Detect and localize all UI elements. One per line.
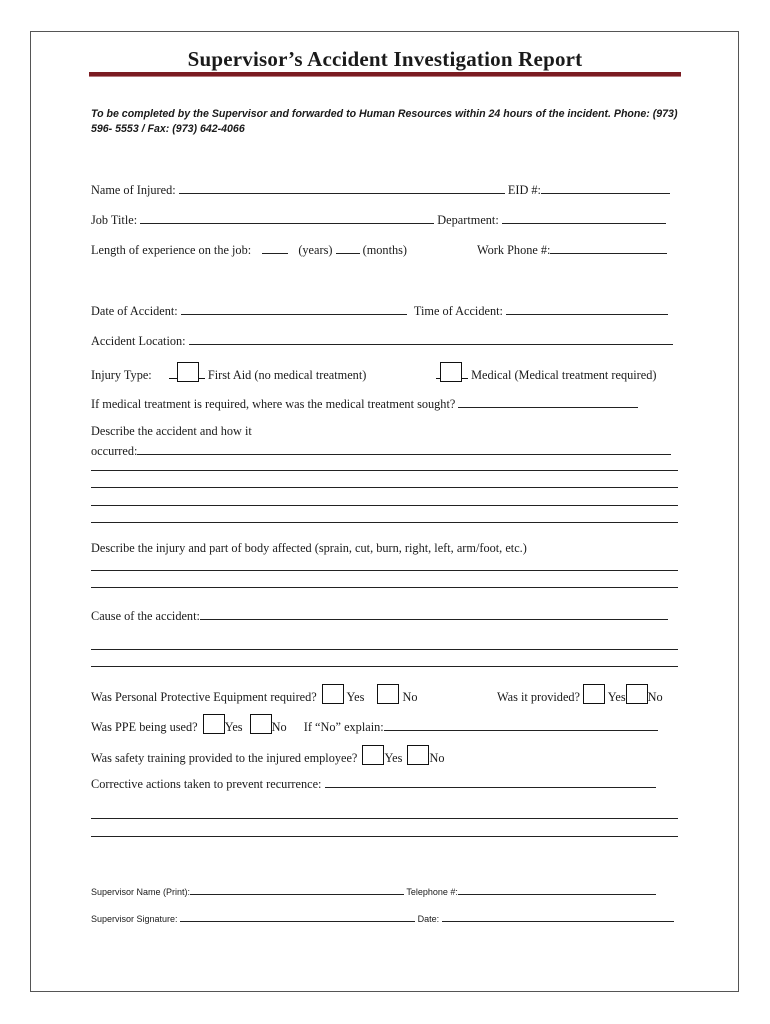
yes-label: Yes	[224, 720, 243, 734]
supervisor-name-field[interactable]	[190, 884, 404, 895]
date-label: Date:	[417, 914, 440, 924]
location-field[interactable]	[189, 332, 673, 345]
date-accident-label: Date of Accident:	[91, 304, 178, 318]
telephone-label: Telephone #:	[406, 887, 458, 897]
department-label: Department:	[437, 213, 499, 227]
medical-sought-field[interactable]	[458, 395, 638, 408]
ppe-used-label: Was PPE being used?	[91, 720, 198, 734]
ppe-provided-yes-checkbox[interactable]	[583, 684, 605, 704]
page-frame	[30, 31, 739, 992]
cause-row	[91, 607, 668, 624]
medical-checkbox[interactable]	[440, 362, 462, 382]
supervisor-signature-label: Supervisor Signature:	[91, 914, 178, 924]
location-row	[91, 332, 673, 349]
time-accident-field[interactable]	[506, 302, 668, 315]
occurred-row	[91, 442, 671, 459]
describe-accident-line[interactable]	[91, 505, 678, 506]
yes-label: Yes	[384, 751, 403, 765]
ppe-required-yes-checkbox[interactable]	[322, 684, 344, 704]
safety-training-yes-checkbox[interactable]	[362, 745, 384, 765]
safety-training-no-checkbox[interactable]	[407, 745, 429, 765]
safety-training-row	[91, 745, 444, 766]
ppe-required-row	[91, 684, 418, 705]
years-label: (years)	[298, 243, 333, 257]
corrective-line[interactable]	[91, 836, 678, 837]
first-aid-label: First Aid (no medical treatment)	[207, 368, 367, 382]
supervisor-signature-field[interactable]	[180, 911, 415, 922]
title-underline-shadow	[89, 76, 681, 77]
ppe-used-row	[91, 714, 658, 735]
name-field[interactable]	[179, 181, 505, 194]
years-field[interactable]	[262, 241, 288, 254]
supervisor-name-label: Supervisor Name (Print):	[91, 887, 191, 897]
occurred-field[interactable]	[137, 442, 671, 455]
occurred-label: occurred:	[91, 444, 138, 458]
if-no-explain-field[interactable]	[384, 718, 658, 731]
injury-type-label: Injury Type:	[91, 368, 152, 382]
ppe-required-no-checkbox[interactable]	[377, 684, 399, 704]
cause-field[interactable]	[200, 607, 668, 620]
ppe-provided-no-checkbox[interactable]	[626, 684, 648, 704]
describe-accident-line[interactable]	[91, 487, 678, 488]
department-field[interactable]	[502, 211, 666, 224]
medical-label: Medical (Medical treatment required)	[471, 368, 657, 382]
job-row	[91, 211, 666, 228]
name-label: Name of Injured:	[91, 183, 176, 197]
describe-accident-line[interactable]	[91, 522, 678, 523]
yes-label: Yes	[607, 690, 626, 704]
experience-row	[91, 241, 407, 258]
supervisor-signature-row	[91, 911, 674, 924]
describe-injury-line[interactable]	[91, 587, 678, 588]
no-label: No	[647, 690, 663, 704]
safety-training-label: Was safety training provided to the injured employee?	[91, 751, 358, 765]
corrective-row	[91, 775, 656, 792]
months-label: (months)	[362, 243, 408, 257]
date-accident-field[interactable]	[181, 302, 407, 315]
corrective-line[interactable]	[91, 818, 678, 819]
work-phone-field[interactable]	[550, 241, 667, 254]
time-accident-label: Time of Accident:	[413, 304, 503, 318]
eid-label: EID #:	[507, 183, 541, 197]
describe-accident-line[interactable]	[91, 470, 678, 471]
cause-line[interactable]	[91, 666, 678, 667]
describe-accident-label: Describe the accident and how it	[91, 424, 252, 438]
ppe-provided-row	[497, 684, 663, 705]
describe-injury-label: Describe the injury and part of body affected (sprain, cut, burn, right, left, arm/foot, etc.)	[91, 541, 527, 555]
work-phone-label: Work Phone #:	[477, 243, 551, 257]
job-title-field[interactable]	[140, 211, 434, 224]
corrective-label: Corrective actions taken to prevent recurrence:	[91, 777, 322, 791]
cause-line[interactable]	[91, 649, 678, 650]
date-time-row	[91, 302, 668, 319]
medical-sought-row	[91, 395, 638, 412]
experience-label: Length of experience on the job:	[91, 243, 252, 257]
yes-label: Yes	[346, 690, 365, 704]
no-label: No	[402, 690, 418, 704]
describe-injury-line[interactable]	[91, 570, 678, 571]
date-field[interactable]	[442, 911, 674, 922]
first-aid-checkbox[interactable]	[177, 362, 199, 382]
page-title: Supervisor’s Accident Investigation Report	[187, 47, 583, 71]
ppe-used-no-checkbox[interactable]	[250, 714, 272, 734]
medical-sought-label: If medical treatment is required, where was the medical treatment sought?	[91, 397, 456, 411]
ppe-used-yes-checkbox[interactable]	[203, 714, 225, 734]
was-provided-label: Was it provided?	[497, 690, 581, 704]
if-no-explain-label: If “No” explain:	[303, 720, 384, 734]
job-title-label: Job Title:	[91, 213, 138, 227]
work-phone-row	[477, 241, 667, 258]
injury-type-row	[91, 362, 366, 383]
corrective-field[interactable]	[325, 775, 656, 788]
medical-option	[436, 362, 656, 383]
months-field[interactable]	[336, 241, 360, 254]
eid-field[interactable]	[541, 181, 670, 194]
location-label: Accident Location:	[91, 334, 186, 348]
telephone-field[interactable]	[458, 884, 656, 895]
name-row	[91, 181, 670, 198]
ppe-required-label: Was Personal Protective Equipment required?	[91, 690, 317, 704]
no-label: No	[271, 720, 287, 734]
no-label: No	[429, 751, 445, 765]
supervisor-name-row	[91, 884, 656, 897]
cause-label: Cause of the accident:	[91, 609, 200, 623]
instructions: To be completed by the Supervisor and forwarded to Human Resources within 24 hours of the incident. Phone: (973) 596- 5553 / Fax: (973) 642-4066	[91, 108, 678, 135]
